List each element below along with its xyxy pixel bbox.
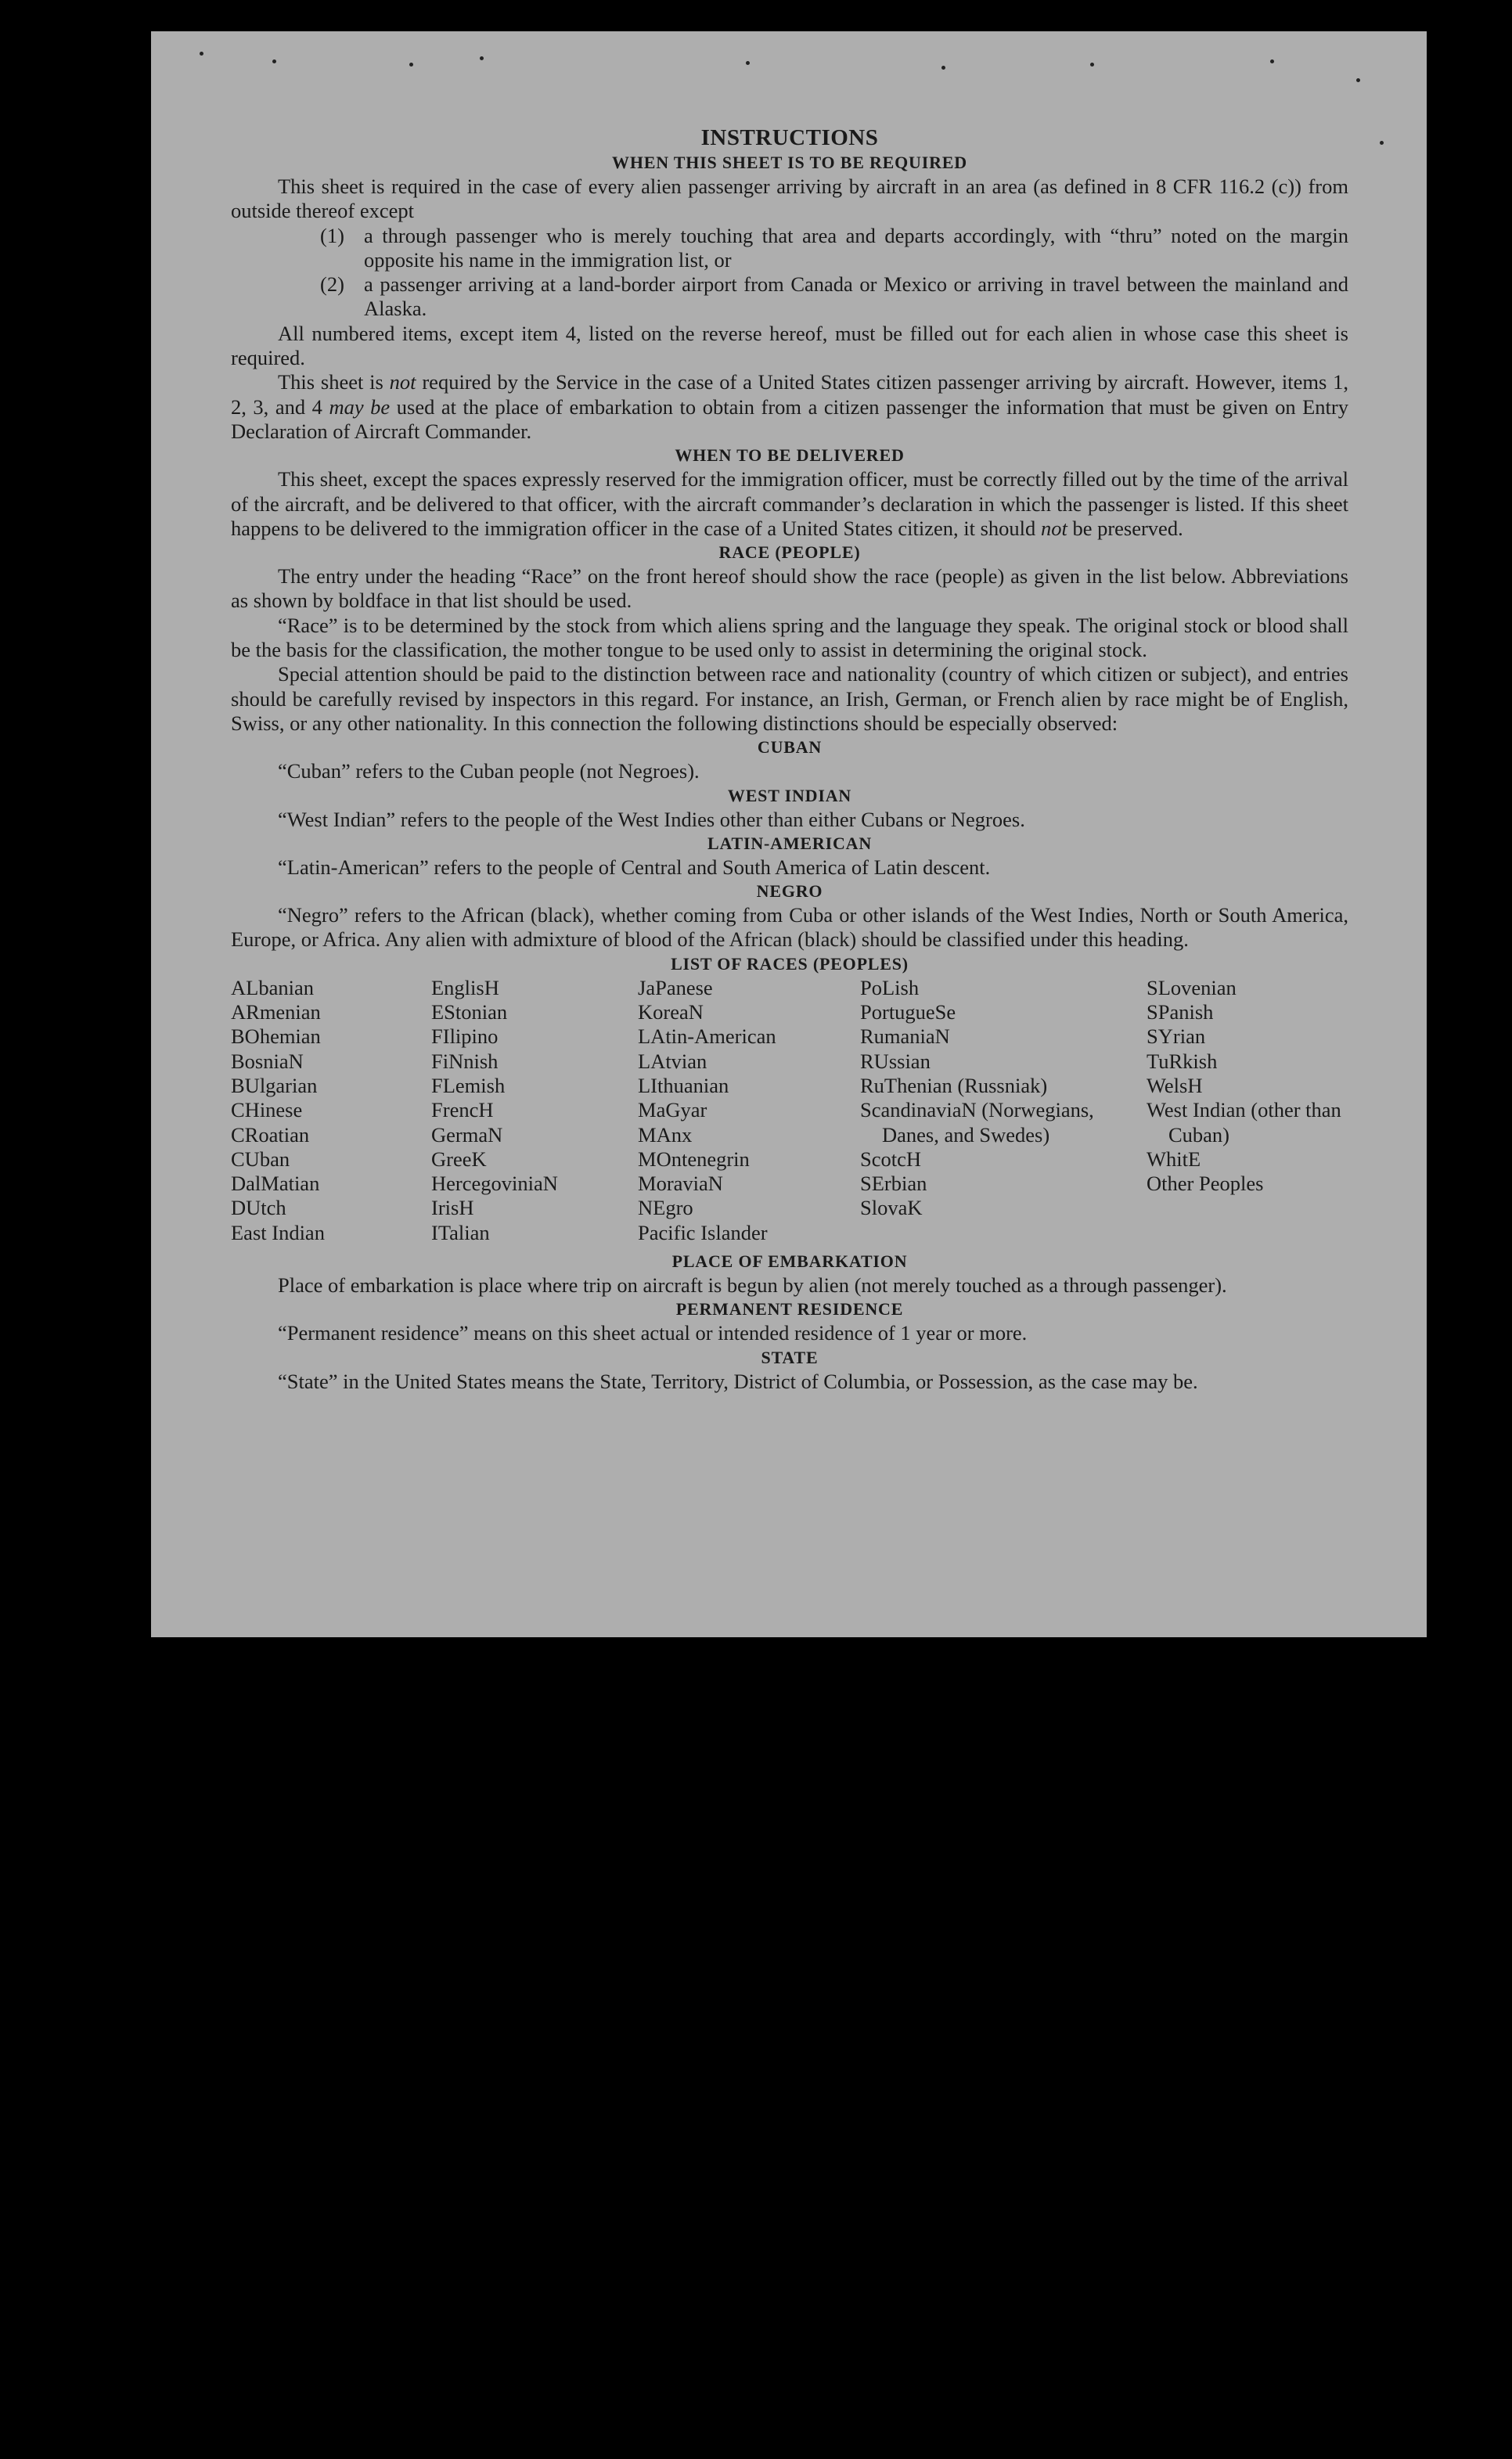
exception-text: a passenger arriving at a land-border airport from Canada or Mexico or arriving in travel between the mainland and Alaska.: [364, 272, 1348, 321]
race-entry: BOhemian: [231, 1024, 321, 1049]
instruction-sheet: [151, 31, 1427, 1637]
race-entry: West Indian (other than Cuban): [1147, 1098, 1341, 1147]
west-indian-definition: “West Indian” refers to the people of the West Indies other than either Cubans or Negroes.: [278, 807, 1025, 831]
race-entry: BUlgarian: [231, 1073, 318, 1097]
race-entry: MoraviaN: [638, 1172, 723, 1196]
races-list: [231, 976, 1348, 1245]
section-heading-required: WHEN THIS SHEET IS TO BE REQUIRED: [612, 153, 967, 172]
race-entry: Other Peoples: [1147, 1172, 1264, 1196]
race-entry: NEgro: [638, 1196, 693, 1220]
race-entry: RumaniaN: [860, 1024, 950, 1049]
italic-not: not: [389, 370, 416, 394]
cuban-definition: “Cuban” refers to the Cuban people (not Negroes).: [278, 759, 700, 783]
race-entry: FIlipino: [431, 1024, 499, 1049]
race-entry: East Indian: [231, 1220, 325, 1244]
races-column-1: [231, 976, 431, 1245]
exception-number: (2): [320, 272, 344, 297]
race-entry: EStonian: [431, 1000, 508, 1024]
speck: [480, 56, 484, 60]
race-entry: TuRkish: [1147, 1049, 1218, 1073]
race-entry: WelsH: [1147, 1073, 1203, 1097]
speck: [272, 59, 276, 63]
delivered-text: This sheet, except the spaces expressly reserved for the immigration officer, must be correctly filled out by the time of the arrival of the aircraft, and be delivered to that officer, with the aircraft commander’s declaration in which the passenger is listed. If this sheet happens to be delivered to the immigration officer in the case of a United States citizen, it should: [231, 467, 1348, 540]
race-entry: GreeK: [431, 1147, 487, 1171]
numbered-items-paragraph: All numbered items, except item 4, listed on the reverse hereof, must be filled out for each alien in whose case this sheet is required.: [231, 321, 1348, 370]
latin-american-definition: “Latin-American” refers to the people of Central and South America of Latin descent.: [278, 855, 991, 879]
delivered-text: be preserved.: [1067, 516, 1183, 540]
section-heading-delivered: WHEN TO BE DELIVERED: [675, 445, 905, 466]
citizen-text: This sheet is: [278, 370, 390, 394]
race-entry: SYrian: [1147, 1024, 1206, 1049]
race-entry: IrisH: [431, 1196, 474, 1220]
section-heading-race: RACE (PEOPLE): [718, 542, 861, 563]
race-entry: Pacific Islander: [638, 1220, 768, 1244]
italic-not: not: [1040, 516, 1067, 540]
italic-may-be: may be: [329, 394, 391, 419]
page-title: INSTRUCTIONS: [700, 125, 879, 150]
speck: [200, 52, 203, 56]
race-entry: LAtin-American: [638, 1024, 776, 1049]
speck: [1356, 78, 1360, 82]
race-entry: LAtvian: [638, 1049, 707, 1073]
embarkation-definition: Place of embarkation is place where trip on aircraft is begun by alien (not merely touched as a through passenger).: [278, 1273, 1227, 1297]
speck: [1090, 63, 1094, 67]
speck: [746, 61, 750, 65]
section-heading-negro: NEGRO: [756, 881, 823, 902]
citizen-text: required by the Service in the case of a United States citizen passenger arriving by aircraft. However, items 1, 2, 3, and 4: [231, 370, 1348, 419]
race-entry: SPanish: [1147, 1000, 1214, 1024]
race-entry: ScotcH: [860, 1147, 922, 1171]
exception-item: [231, 224, 1348, 273]
citizen-text: used at the place of embarkation to obtain from a citizen passenger the information that must be given on Entry Declaration of Aircraft Commander.: [231, 394, 1348, 443]
exception-text: a through passenger who is merely touching that area and departs accordingly, with “thru” noted on the margin opposite his name in the immigration list, or: [364, 223, 1348, 272]
race-entry: CHinese: [231, 1098, 303, 1122]
race-entry: PoLish: [860, 975, 920, 999]
race-entry: RuThenian (Russniak): [860, 1073, 1048, 1097]
race-entry: FrencH: [431, 1098, 494, 1122]
race-entry: ScandinaviaN (Norwegians, Danes, and Swedes): [860, 1098, 1094, 1147]
required-paragraph: This sheet is required in the case of every alien passenger arriving by aircraft in an area (as defined in 8 CFR 116.2 (c)) from outside thereof except: [231, 175, 1348, 223]
races-column-2: [431, 976, 638, 1245]
section-heading-state: STATE: [761, 1347, 819, 1367]
speck: [1270, 59, 1274, 63]
race-entry: MaGyar: [638, 1098, 707, 1122]
race-entry: MOntenegrin: [638, 1147, 750, 1171]
race-entry: PortugueSe: [860, 1000, 956, 1024]
race-entry: ITalian: [431, 1220, 490, 1244]
section-heading-latin-american: LATIN-AMERICAN: [707, 833, 873, 853]
race-paragraph: Special attention should be paid to the distinction between race and nationality (country of which citizen or subject), and entries should be carefully revised by inspectors in this regard. For instance, an Irish, German, or French alien by race might be of English, Swiss, or any other nationality. In this connection the following distinctions should be especially observed:: [231, 662, 1348, 735]
residence-definition: “Permanent residence” means on this sheet actual or intended residence of 1 year or more.: [278, 1321, 1028, 1345]
state-definition: “State” in the United States means the State, Territory, District of Columbia, or Possession, as the case may be.: [278, 1369, 1198, 1393]
race-entry: KoreaN: [638, 1000, 704, 1024]
race-entry: GermaN: [431, 1122, 503, 1147]
race-entry: CRoatian: [231, 1122, 310, 1147]
section-heading-cuban: CUBAN: [757, 737, 823, 758]
race-paragraph: The entry under the heading “Race” on the front hereof should show the race (people) as given in the list below. Abbreviations as shown by boldface in that list should be used.: [231, 564, 1348, 613]
citizen-paragraph: [231, 370, 1348, 444]
speck: [1380, 141, 1384, 145]
race-entry: SErbian: [860, 1172, 927, 1196]
race-entry: FLemish: [431, 1073, 506, 1097]
race-entry: DalMatian: [231, 1172, 320, 1196]
negro-definition: “Negro” refers to the African (black), whether coming from Cuba or other islands of the West Indies, North or South America, Europe, or Africa. Any alien with admixture of blood of the African (black) should be classified under this heading.: [231, 903, 1348, 952]
speck: [941, 66, 945, 70]
race-entry: DUtch: [231, 1196, 286, 1220]
race-entry: EnglisH: [431, 975, 499, 999]
race-entry: ARmenian: [231, 1000, 321, 1024]
race-entry: RUssian: [860, 1049, 931, 1073]
race-entry: ALbanian: [231, 975, 314, 999]
race-entry: SlovaK: [860, 1196, 923, 1220]
races-column-4: [860, 976, 1147, 1245]
race-entry: FiNnish: [431, 1049, 499, 1073]
race-entry: HercegoviniaN: [431, 1172, 558, 1196]
exception-number: (1): [320, 223, 344, 247]
race-entry: LIthuanian: [638, 1073, 729, 1097]
section-heading-west-indian: WEST INDIAN: [727, 785, 852, 805]
race-entry: BosniaN: [231, 1049, 304, 1073]
section-heading-races-list: LIST OF RACES (PEOPLES): [671, 953, 909, 974]
race-entry: WhitE: [1147, 1147, 1201, 1171]
exception-item: [231, 272, 1348, 322]
section-heading-residence: PERMANENT RESIDENCE: [675, 1299, 904, 1320]
speck: [409, 63, 413, 67]
race-entry: CUban: [231, 1147, 290, 1171]
section-heading-embarkation: PLACE OF EMBARKATION: [671, 1251, 908, 1271]
race-entry: JaPanese: [638, 975, 713, 999]
race-paragraph: “Race” is to be determined by the stock from which aliens spring and the language they speak. The original stock or blood shall be the basis for the classification, the mother tongue to be used only to assist in determining the original stock.: [231, 613, 1348, 662]
delivered-paragraph: [231, 467, 1348, 541]
races-column-3: [638, 976, 860, 1245]
race-entry: SLovenian: [1147, 975, 1237, 999]
races-column-5: [1147, 976, 1348, 1245]
race-entry: MAnx: [638, 1122, 693, 1147]
